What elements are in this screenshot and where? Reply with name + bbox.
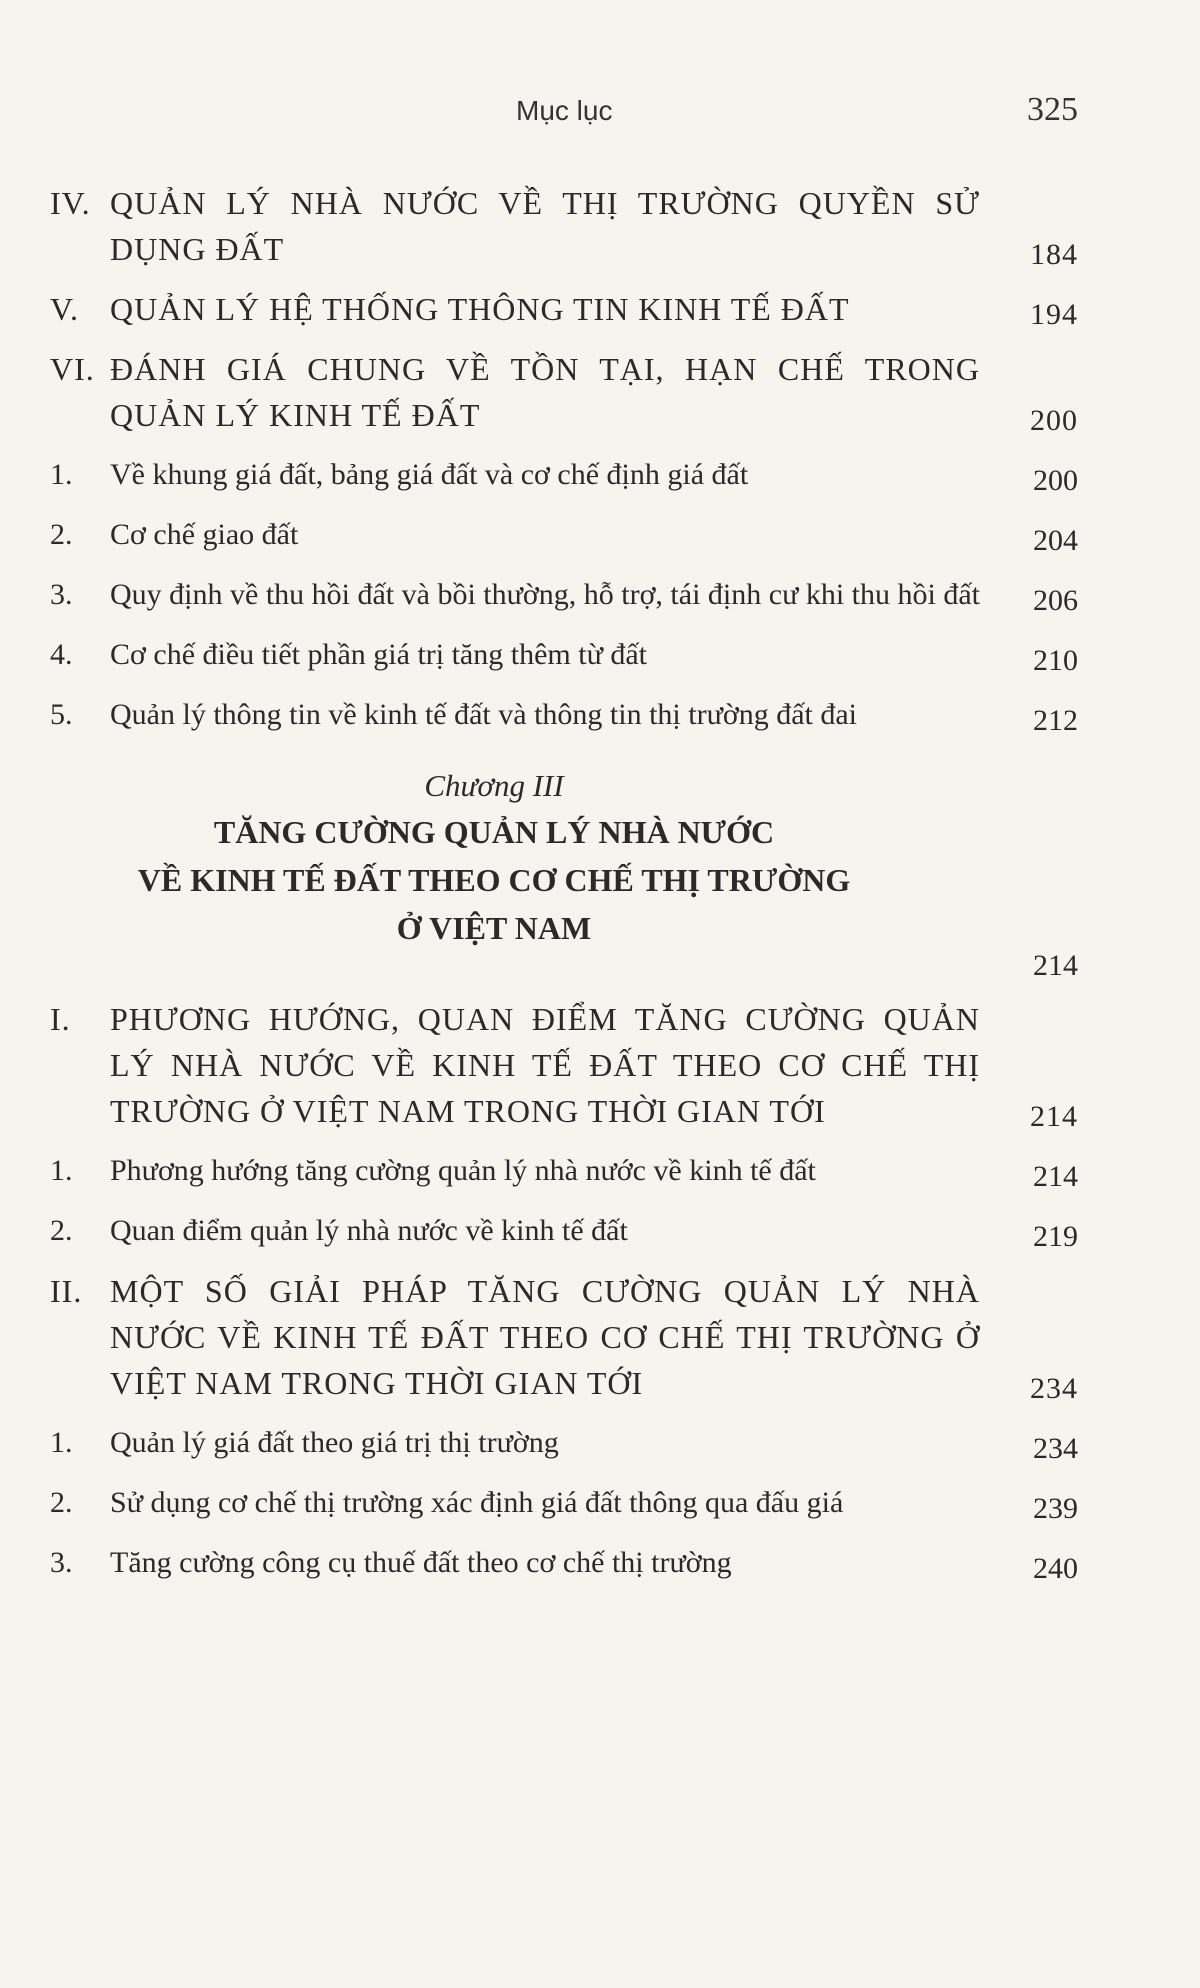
toc-entry bbox=[50, 632, 1078, 678]
toc-entry-number: 2. bbox=[50, 1214, 73, 1247]
toc-entry-title: PHƯƠNG HƯỚNG, QUAN ĐIỂM TĂNG CƯỜNG QUẢN LÝ NHÀ NƯỚC VỀ KINH TẾ ĐẤT THEO CƠ CHẾ THỊ TRƯỜNG Ở VIỆT NAM TRONG THỜI GIAN TỚI bbox=[110, 1001, 980, 1129]
toc-entry-number: 2. bbox=[50, 518, 73, 551]
toc-entry bbox=[50, 996, 1078, 1134]
toc-entry-title: QUẢN LÝ HỆ THỐNG THÔNG TIN KINH TẾ ĐẤT bbox=[110, 291, 850, 327]
toc-entry-title: Phương hướng tăng cường quản lý nhà nước về kinh tế đất bbox=[110, 1154, 816, 1187]
toc-entry-title: Cơ chế điều tiết phần giá trị tăng thêm từ đất bbox=[110, 638, 647, 671]
toc-entry bbox=[50, 1148, 1078, 1194]
toc-entry-page: 204 bbox=[1033, 524, 1078, 557]
chapter-title-line: VỀ KINH TẾ ĐẤT THEO CƠ CHẾ THỊ TRƯỜNG bbox=[137, 862, 851, 898]
toc-entry bbox=[50, 286, 1078, 332]
toc-entry-page: 219 bbox=[1033, 1220, 1078, 1253]
running-title: Mục lục bbox=[516, 95, 613, 126]
toc-entry-number: IV. bbox=[50, 185, 91, 221]
toc-entry-title: Quan điểm quản lý nhà nước về kinh tế đất bbox=[110, 1214, 628, 1247]
toc-entry-title: Sử dụng cơ chế thị trường xác định giá đất thông qua đấu giá bbox=[110, 1486, 844, 1519]
table-of-contents bbox=[50, 180, 1078, 1600]
toc-entry-title: ĐÁNH GIÁ CHUNG VỀ TỒN TẠI, HẠN CHẾ TRONG QUẢN LÝ KINH TẾ ĐẤT bbox=[110, 351, 980, 433]
toc-entry-number: 5. bbox=[50, 698, 73, 731]
toc-entry-page: 234 bbox=[1033, 1432, 1078, 1465]
toc-entry-page: 206 bbox=[1033, 584, 1078, 617]
toc-entry-number: V. bbox=[50, 291, 79, 327]
toc-entry-title: Quy định về thu hồi đất và bồi thường, hỗ trợ, tái định cư khi thu hồi đất bbox=[110, 578, 980, 611]
chapter-page-number: 214 bbox=[1033, 949, 1078, 982]
toc-entry-page: 240 bbox=[1033, 1552, 1078, 1585]
page-number: 325 bbox=[1027, 91, 1078, 128]
toc-entry-number: II. bbox=[50, 1273, 83, 1309]
chapter-title-line: TĂNG CƯỜNG QUẢN LÝ NHÀ NƯỚC bbox=[213, 814, 775, 850]
toc-entry-page: 214 bbox=[1033, 1160, 1078, 1193]
toc-entry bbox=[50, 1420, 1078, 1466]
toc-entry bbox=[50, 1540, 1078, 1586]
page-header bbox=[0, 91, 1200, 135]
toc-entry-number: 4. bbox=[50, 638, 73, 671]
toc-entry-title: Cơ chế giao đất bbox=[110, 518, 299, 551]
toc-entry-number: 2. bbox=[50, 1486, 73, 1519]
toc-entry-number: I. bbox=[50, 1001, 71, 1037]
toc-part-2 bbox=[50, 996, 1078, 1586]
toc-entry-number: 1. bbox=[50, 458, 73, 491]
toc-entry-number: 3. bbox=[50, 578, 73, 611]
toc-entry-title: Quản lý giá đất theo giá trị thị trường bbox=[110, 1426, 559, 1459]
toc-entry bbox=[50, 1480, 1078, 1526]
toc-entry bbox=[50, 452, 1078, 498]
toc-entry bbox=[50, 1268, 1078, 1406]
toc-entry bbox=[50, 1208, 1078, 1254]
chapter-title-line: Ở VIỆT NAM bbox=[396, 910, 592, 946]
toc-entry bbox=[50, 180, 1078, 272]
toc-entry-page: 214 bbox=[1030, 1100, 1078, 1133]
chapter-label: Chương III bbox=[424, 768, 564, 803]
toc-part-1 bbox=[50, 180, 1078, 738]
toc-entry-page: 200 bbox=[1033, 464, 1078, 497]
toc-entry bbox=[50, 512, 1078, 558]
toc-entry-number: 1. bbox=[50, 1154, 73, 1187]
toc-entry bbox=[50, 346, 1078, 438]
toc-entry-page: 212 bbox=[1033, 704, 1078, 737]
toc-entry-page: 210 bbox=[1033, 644, 1078, 677]
toc-entry-title: Tăng cường công cụ thuế đất theo cơ chế thị trường bbox=[110, 1546, 732, 1579]
toc-entry-page: 200 bbox=[1030, 404, 1078, 437]
toc-entry-page: 234 bbox=[1030, 1372, 1078, 1405]
toc-entry-title: Quản lý thông tin về kinh tế đất và thông tin thị trường đất đai bbox=[110, 698, 858, 731]
chapter-heading bbox=[50, 764, 1078, 986]
toc-entry-title: QUẢN LÝ NHÀ NƯỚC VỀ THỊ TRƯỜNG QUYỀN SỬ DỤNG ĐẤT bbox=[110, 185, 980, 267]
toc-entry-page: 184 bbox=[1030, 238, 1078, 271]
toc-entry-title: MỘT SỐ GIẢI PHÁP TĂNG CƯỜNG QUẢN LÝ NHÀ NƯỚC VỀ KINH TẾ ĐẤT THEO CƠ CHẾ THỊ TRƯỜNG Ở VIỆT NAM TRONG THỜI GIAN TỚI bbox=[110, 1273, 980, 1401]
toc-entry-number: VI. bbox=[50, 351, 95, 387]
toc-entry-page: 239 bbox=[1033, 1492, 1078, 1525]
toc-entry-title: Về khung giá đất, bảng giá đất và cơ chế định giá đất bbox=[110, 458, 749, 491]
toc-entry-number: 3. bbox=[50, 1546, 73, 1579]
toc-entry bbox=[50, 572, 1078, 618]
toc-entry-page: 194 bbox=[1030, 298, 1078, 331]
toc-entry-number: 1. bbox=[50, 1426, 73, 1459]
toc-entry bbox=[50, 692, 1078, 738]
